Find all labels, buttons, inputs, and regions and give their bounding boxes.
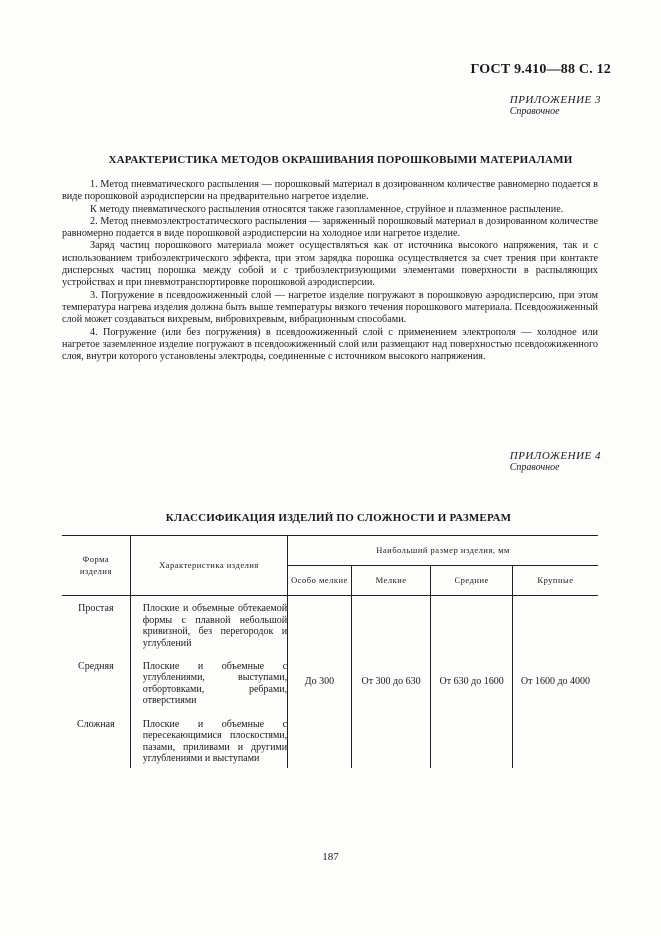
paragraph: Заряд частиц порошкового материала может осуществляться как от источника высокого напряжения, так и с использованием трибоэлектрического эффекта, при этом зарядка порошка осуществляется за счет трения при контакте дисперсных частиц порошка между собой и с трибоэлектризующими элементами поверхности в распыляющих устройствах и при пневмотранспортировке порошковой аэродисперсии. xyxy=(62,240,598,289)
header-size-extra-small: Особо мелкие xyxy=(288,566,352,596)
row-description: Плоские и объемные с углублениями, выступами, отбортовками, ребрами, отверстиями xyxy=(130,654,287,712)
annex-4-title: ПРИЛОЖЕНИЕ 4 xyxy=(509,450,601,462)
document-header: ГОСТ 9.410—88 С. 12 xyxy=(470,62,611,77)
section-1-title: ХАРАКТЕРИСТИКА МЕТОДОВ ОКРАШИВАНИЯ ПОРОШКОВЫМИ МАТЕРИАЛАМИ xyxy=(108,154,573,166)
header-size-small: Мелкие xyxy=(351,566,431,596)
page-number: 187 xyxy=(322,851,339,863)
annex-3-title: ПРИЛОЖЕНИЕ 3 xyxy=(509,94,601,106)
annex-3-subtitle: Справочное xyxy=(509,106,560,117)
row-form: Сложная xyxy=(77,718,115,730)
paragraph: К методу пневматического распыления относятся также газопламенное, струйное и плазменное распыление. xyxy=(90,203,564,215)
size-small: От 300 до 630 xyxy=(351,596,431,768)
paragraph: 1. Метод пневматического распыления — порошковый материал в дозированном количестве равномерно подается в виде порошковой аэродисперсии на предварительно нагретое изделие. xyxy=(62,179,598,203)
row-description: Плоские и объемные обтекаемой формы с плавной небольшой кривизной, без перегородок и углублений xyxy=(130,596,287,654)
table-row xyxy=(62,596,598,654)
size-large: От 1600 до 4000 xyxy=(512,596,598,768)
header-size-medium: Средние xyxy=(431,566,513,596)
row-description: Плоские и объемные с пересекающимися плоскостями, пазами, приливами и другими углублениями и выступами xyxy=(130,712,287,768)
row-form: Средняя xyxy=(78,660,114,672)
size-medium: От 630 до 1600 xyxy=(431,596,513,768)
section-1-body xyxy=(62,179,598,363)
annex-3-label xyxy=(510,94,601,118)
paragraph: 3. Погружение в псевдоожиженный слой — нагретое изделие погружают в порошковую аэродисперсию, при этом температура нагрева изделия должна быть выше температуры вязкого течения порошкового материала. Псевдоожиженный слой может создаваться вихревым, вибровихревым, вибрационным способами. xyxy=(62,289,598,326)
classification-table xyxy=(62,535,598,768)
size-extra-small: До 300 xyxy=(288,596,352,768)
header-description: Характеристика изделия xyxy=(130,536,287,596)
header-form: Форма изделия xyxy=(62,536,130,596)
annex-4-label xyxy=(510,450,601,474)
annex-4-subtitle: Справочное xyxy=(509,462,560,473)
row-form: Простая xyxy=(78,603,114,614)
paragraph: 2. Метод пневмоэлектростатического распыления — заряженный порошковый материал в дозированном количестве равномерно подается в виде порошковой аэродисперсии на холодное или нагретое изделие. xyxy=(62,215,598,240)
paragraph: 4. Погружение (или без погружения) в псевдоожиженный слой с применением электрополя — холодное или нагретое заземленное изделие погружают в псевдоожиженный слой или размещают над поверхностью псевдоожиженного слоя, внутри которого установлены электроды, соединенные с источником высокого напряжения. xyxy=(62,326,598,363)
header-size-group: Наибольший размер изделия, мм xyxy=(288,536,598,566)
header-size-large: Крупные xyxy=(512,566,598,596)
section-2-title: КЛАССИФИКАЦИЯ ИЗДЕЛИЙ ПО СЛОЖНОСТИ И РАЗМЕРАМ xyxy=(165,512,512,524)
